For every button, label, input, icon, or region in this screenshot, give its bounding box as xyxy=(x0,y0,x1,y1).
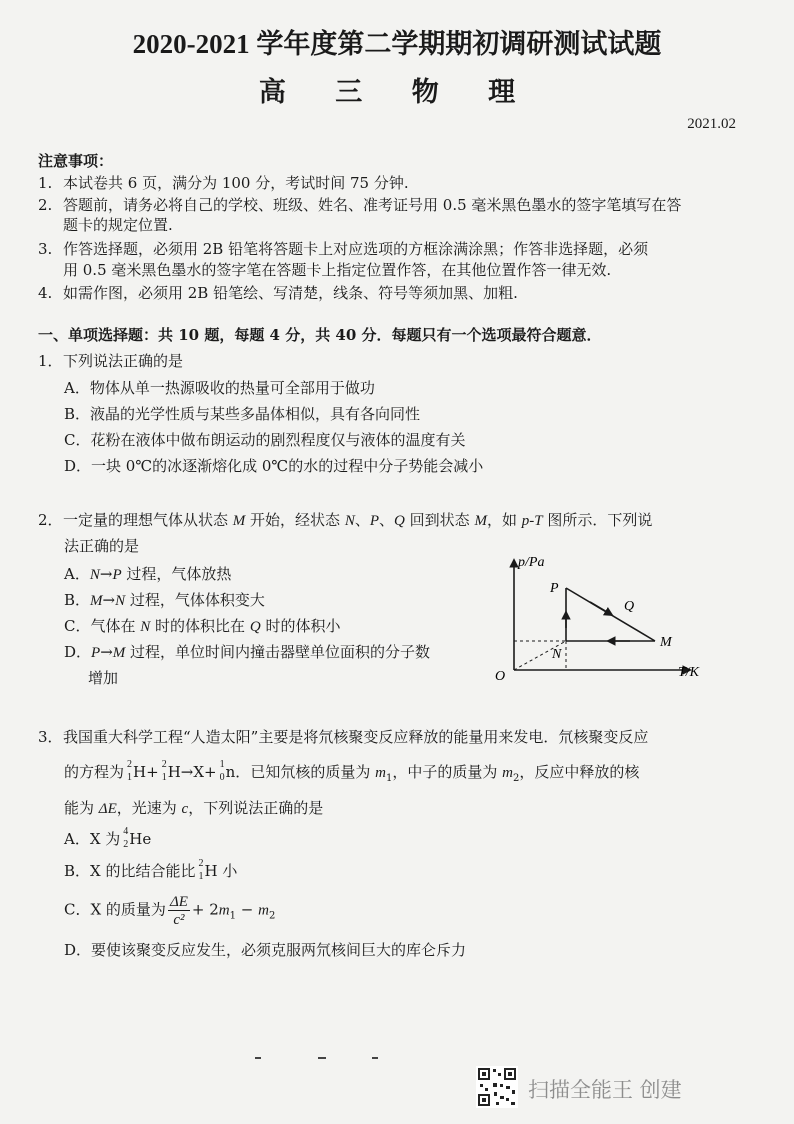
scanner-watermark xyxy=(476,1066,736,1110)
subject-title: 高 三 物 理 xyxy=(258,77,536,108)
q2-stem-cont: 法正确的是 xyxy=(64,537,140,555)
qr-code-icon xyxy=(476,1066,518,1108)
q1-option-a: A．物体从单一热源吸收的热量可全部用于做功 xyxy=(64,379,375,397)
scan-mark xyxy=(372,1057,378,1059)
pt-diagram xyxy=(490,548,715,688)
point-N-label: N xyxy=(552,647,562,662)
notice-item-2: 2. 答题前，请务必将自己的学校、班级、姓名、准考证号用 0.5 毫米黑色墨水的签字笔填写在答 xyxy=(38,196,682,214)
point-P-label: P xyxy=(550,581,559,596)
exam-date: 2021.02 xyxy=(687,116,736,132)
notice-heading: 注意事项： xyxy=(38,152,114,170)
q2-option-d-cont: 增加 xyxy=(88,669,119,687)
y-axis-label: p/Pa xyxy=(518,555,545,570)
q3-option-d: D．要使该聚变反应发生，必须克服两氘核间巨大的库仑斥力 xyxy=(64,941,467,959)
q1-option-d: D．一块 0℃的冰逐渐熔化成 0℃的水的过程中分子势能会减小 xyxy=(64,457,484,475)
q1-option-b: B．液晶的光学性质与某些多晶体相似，具有各向同性 xyxy=(64,405,421,423)
q2-option-c: C．气体在 N 时的体积比在 Q 时的体积小 xyxy=(64,617,341,635)
q3-option-a: A．X 为 4 2 He xyxy=(64,826,152,850)
origin-label: O xyxy=(495,669,506,684)
scan-mark xyxy=(318,1057,326,1059)
q3-stem-line3: 能为 ΔE，光速为 c，下列说法正确的是 xyxy=(64,799,324,817)
notice-item-4: 4. 如需作图，必须用 2B 铅笔绘、写清楚，线条、符号等须加黑、加粗. xyxy=(38,284,518,302)
point-M-label: M xyxy=(660,635,672,650)
q2-option-b: B．M→N 过程，气体体积变大 xyxy=(64,591,265,609)
notice-item-3: 3. 作答选择题，必须用 2B 铅笔将答题卡上对应选项的方框涂满涂黑；作答非选择题，必须 xyxy=(38,240,649,258)
q1-stem: 1．下列说法正确的是 xyxy=(38,352,184,370)
q3-option-b: B．X 的比结合能比 2 1 H 小 xyxy=(64,858,238,882)
q3-option-c: C．X 的质量为 $\frac{\Delta E}{\text{c²}}$ + $2m_1 - m_2$ xyxy=(64,894,276,928)
notice-item-1: 1. 本试卷共 6 页，满分为 100 分，考试时间 75 分钟. xyxy=(38,174,409,192)
equation-H1: H xyxy=(133,763,147,781)
section-heading: 一、单项选择题：共 10 题，每题 4 分，共 40 分．每题只有一个选项最符合题意． xyxy=(38,326,602,344)
notice-item-3-cont: 用 0.5 毫米黑色墨水的签字笔在答题卡上指定位置作答，在其他位置作答一律无效. xyxy=(63,261,612,279)
q3-stem-line2: 的方程为 2 1 H+ 2 1 H→X+ 1 0 n．已知氘核的质量为 $m_1$，中子的质量为 $m_2$，反应中释放的核 xyxy=(64,759,640,784)
q1-option-c: C．花粉在液体中做布朗运动的剧烈程度仅与液体的温度有关 xyxy=(64,431,466,449)
q2-option-d: D．P→M 过程，单位时间内撞击器壁单位面积的分子数 xyxy=(64,643,431,661)
q2-option-a: A．N→P 过程，气体放热 xyxy=(64,565,232,583)
point-Q-label: Q xyxy=(624,599,635,614)
fraction: $\frac{\Delta E}{\text{c²}}$ xyxy=(169,894,188,928)
watermark-text: 扫描全能王 创建 xyxy=(528,1078,682,1102)
exam-title: 2020-2021 学年度第二学期期初调研测试试题 xyxy=(132,29,662,59)
q2-stem: 2．一定量的理想气体从状态 M 开始，经状态 N、P、Q 回到状态 M，如 p-T 图所示．下列说 xyxy=(38,511,653,529)
scan-mark xyxy=(255,1057,261,1059)
x-axis-label: T/K xyxy=(678,665,700,680)
q3-stem-line1: 3．我国重大科学工程“人造太阳”主要是将氘核聚变反应释放的能量用来发电．氘核聚变反应 xyxy=(38,728,649,746)
notice-item-2-cont: 题卡的规定位置. xyxy=(63,216,173,234)
